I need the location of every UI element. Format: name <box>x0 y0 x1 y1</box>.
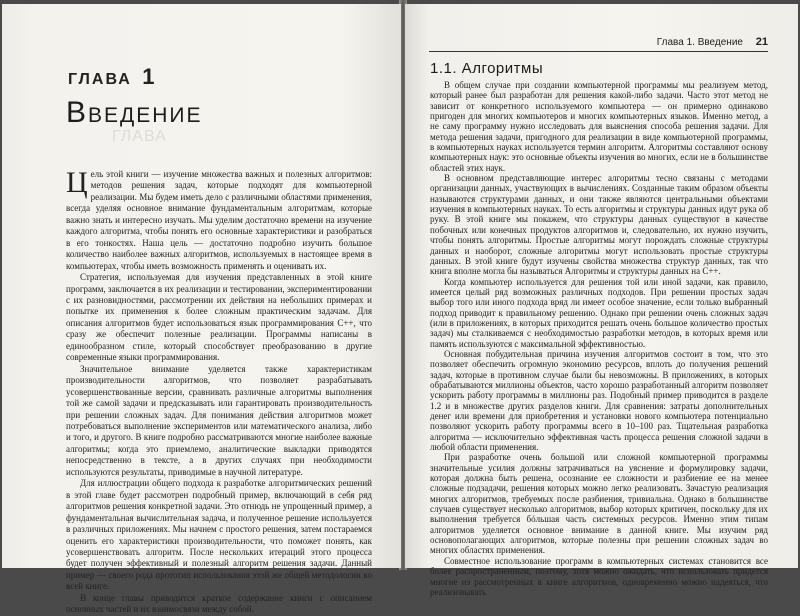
left-page <box>2 4 401 615</box>
paragraph: Стратегия, используемая для изучения представленных в этой книге программ, заключается в их реализации и тестировании, экспериментировании с их разновидностями, рассмотрении их действия на небольших примерах и попытке их применения к более сложным практическим задачам. Для описания алгоритмов будет использоваться язык программирования C++, что сразу же обеспечит полезные реализации. Программы написаны в единообразном стиле, который способствует преобразованию в другие современные языки программирования. <box>66 272 372 363</box>
page-number: 21 <box>755 36 768 48</box>
left-body-text <box>66 166 372 616</box>
paragraph: В основном представляющие интерес алгоритмы тесно связаны с методами организации данных, участвующих в вычислениях. Созданные таким образом объекты называются структурами данных, и они также являются центральными объектами изучения в компьютерных науках. То есть алгоритмы и структуры данных идут рука об руку. В этой книге мы покажем, что структуры данных существуют в качестве побочных или конечных продуктов алгоритмов и, следовательно, их нужно изучить, чтобы понять алгоритмы. Простые алгоритмы могут порождать сложные структуры данных и наоборот, сложные алгоритмы могут использовать простые структуры данных. В этой книге будут изучены свойства множества структур данных, так что книга вполне могла бы называться Алгоритмы и структуры данных на C++. <box>430 173 768 277</box>
right-page <box>405 4 798 597</box>
running-head <box>657 36 768 48</box>
running-head-title: Глава 1. Введение <box>656 37 743 48</box>
paragraph: В конце главы приводится краткое содержание книги с описанием основных частей и их взаимосвязи между собой. <box>66 592 372 615</box>
chapter-label <box>68 64 154 90</box>
paragraph: Для иллюстрации общего подхода к разработке алгоритмических решений в этой главе будет рассмотрен подробный пример, включающий в себя ряд алгоритмов решения конкретной задачи. Это отнюдь не упрощенный пример, а фундаментальная вычислительная задача, и полученное решение используется в различных приложениях. Мы начнем с простого решения, затем постараемся оценить его характеристики производительности, что поможет понять, как усовершенствовать алгоритм. После нескольких итераций этого процесса будет получен эффективный и полезный алгоритм решения задачи. Данный пример — своего рода прототип использования этой же общей методологии во всей книге. <box>66 478 372 592</box>
paragraph: Значительное внимание уделяется также характеристикам производительности алгоритмов, что позволяет разрабатывать усовершенствованные версии, сравнивать различные алгоритмы выполнения той же самой задачи и предсказывать или гарантировать производительность при решении сложных задач. Для понимания действия алгоритмов может потребоваться выполнение экспериментов или математического анализа, либо и того, и другого. В книге подробно рассматриваются многие наиболее важные алгоритмы; когда это приемлемо, аналитические выкладки приводятся непосредственно в тексте, а в других случаях при необходимости используются результаты, приводимые в научной литературе. <box>66 363 372 477</box>
right-body-text <box>430 80 768 597</box>
section-title: 1.1. Алгоритмы <box>430 60 544 77</box>
paragraph: Когда компьютер используется для решения той или иной задачи, как правило, имеется целый ряд возможных различных подходов. При решении простых задач выбор того или иного подхода вряд ли имеет особое значение, если только выбранный подход приводит к правильному решению. Однако при решении очень сложных задач (или в приложениях, в которых приходится решать очень большое количество простых задач) мы сталкиваемся с необходимостью разработки методов, в которых время или память используются с максимальной эффективностью. <box>430 276 768 349</box>
show-through-text: ГЛАВА <box>112 128 167 145</box>
paragraph <box>66 166 372 272</box>
drop-cap: Ц <box>66 166 88 199</box>
chapter-label-word: ГЛАВА <box>68 71 132 88</box>
chapter-number: 1 <box>142 64 155 89</box>
paragraph-text: ель этой книги — изучение множества важных и полезных алгоритмов: методов решения задач, которые подходят для компьютерной реализации. Мы будем иметь дело с различными областями применения, всегда уделяя основное внимание фундаментальным алгоритмам, которые важно знать и интересно изучать. Мы уделим достаточно времени на изучение каждого алгоритма, чтобы понять его основные характеристики и разобраться в его тонкостях. Наша цель — достаточно подробно изучить большое количество наиболее важных алгоритмов, используемых в настоящее время в компьютерах, чтобы иметь возможность применять и оценивать их. <box>66 169 372 271</box>
header-rule <box>429 51 768 52</box>
paragraph: Совместное использование программ в компьютерных системах становится все более распространенным, поэтому, хотя можно ожидать, что использовать придется многие из рассмотренных в книге алгоритмов, одновременно можно надеяться, что реализовывать <box>430 555 768 597</box>
paragraph: В общем случае при создании компьютерной программы мы реализуем метод, который ранее был разработан для решения какой-либо задачи. Часто этот метод не зависит от конкретного используемого компьютера — он примерно одинаково пригоден для многих компьютеров и многих компьютерных языков. Именно метод, а не саму программу нужно исследовать для выяснения способа решения задачи. Для метода решения задачи, пригодного для реализации в виде компьютерной программы, в компьютерных науках используется термин алгоритм. Алгоритмы составляют основу компьютерных наук: это основные объекты изучения во многих, если не в большинстве областей этих наук. <box>430 80 768 173</box>
chapter-title: Введение <box>66 96 203 129</box>
paragraph: Основная побудительная причина изучения алгоритмов состоит в том, что это позволяет обеспечить огромную экономию ресурсов, вплоть до получения решений задач, которые в противном случае были бы невозможны. В приложениях, в которых обрабатываются миллионы объектов, часто хорошо разработанный алгоритм позволяет ускорить работу программы в миллионы раз. Подобный пример приводится в разделе 1.2 и в множестве других разделов книги. Для сравнения: затраты дополнительных денег или времени для приобретения и установки нового компьютера потенциально позволяют ускорить работу программы всего в 10–100 раз. Тщательная разработка алгоритма — исключительно эффективная часть процесса решения сложной задачи в любой области применения. <box>430 348 768 453</box>
paragraph: При разработке очень большой или сложной компьютерной программы значительные усилия должны затрачиваться на уяснение и формулировку задачи, которая должна быть решена, осознание ее сложности и разбиение ее на менее сложные подзадачи, решения которых можно легко реализовать. Зачастую реализация многих алгоритмов, требуемых после разбиения, тривиальна. Однако в большинстве случаев существует несколько алгоритмов, выбор которых критичен, поскольку для их выполнения требуется бóльшая часть системных ресурсов. Именно этим типам алгоритмов уделяется основное внимание в данной книге. Мы изучим ряд основополагающих алгоритмов, которые полезны при решении сложных задач во многих областях применения. <box>430 452 768 556</box>
